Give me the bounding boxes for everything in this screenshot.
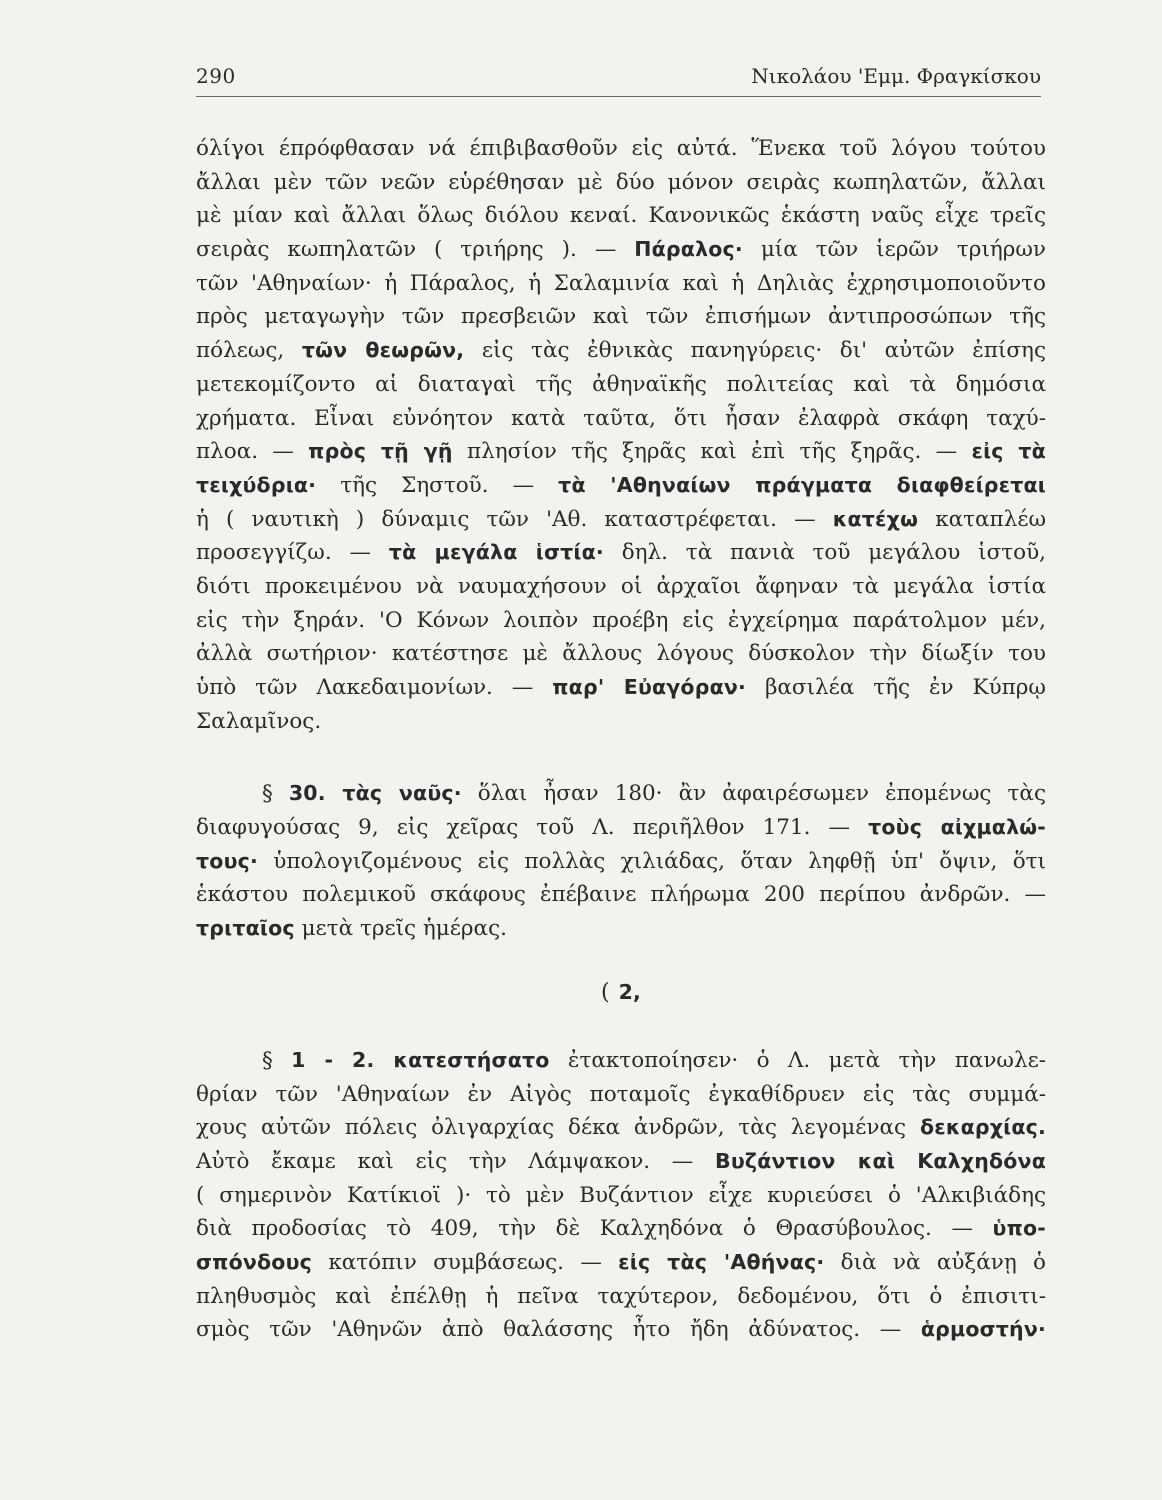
text-segment: διότι προκειμένου νὰ ναυμαχήσουν οἱ ἀρχαῖοι ἄφηναν τὰ μεγάλα ἱστία xyxy=(196,573,1046,599)
text-segment: ἡ ( ναυτικὴ ) δύναμις τῶν 'Αθ. καταστρέφεται. — xyxy=(196,506,833,532)
lemma: τὰ μεγάλα ἱστία· xyxy=(388,540,604,565)
commentary-paragraph-1 xyxy=(196,132,1046,738)
text-segment: ἑκάστου πολεμικοῦ σκάφους ἐπέβαινε πλήρωμα 200 περίπου ἀνδρῶν. — xyxy=(196,882,1046,908)
lemma: σπόνδους xyxy=(196,1249,312,1274)
text-line xyxy=(196,267,1046,301)
text-segment: χους αὐτῶν πόλεις ὀλιγαρχίας δέκα ἀνδρῶν, τὰς λεγομένας xyxy=(196,1115,920,1141)
text-line xyxy=(196,1179,1046,1213)
text-segment: πλοα. — xyxy=(196,439,309,465)
text-line xyxy=(196,1145,1046,1179)
running-title: Νικολάου 'Εμμ. Φραγκίσκου xyxy=(751,64,1041,88)
text-segment: Σαλαμῖνος. xyxy=(196,708,322,734)
text-segment: προσεγγίζω. — xyxy=(196,540,389,566)
text-line xyxy=(196,1111,1046,1145)
text-line xyxy=(196,604,1046,638)
text-segment: βασιλέα τῆς ἐν Κύπρῳ xyxy=(746,675,1046,700)
text-line xyxy=(196,777,1046,811)
lemma: Πάραλος· xyxy=(634,237,743,262)
lemma: 1 - 2. κατεστήσατο xyxy=(291,1047,550,1072)
text-segment: σμὸς τῶν 'Αθηνῶν ἀπὸ θαλάσσης ἦτο ἤδη ἀδύνατος. — xyxy=(196,1317,921,1343)
lemma: τὰ 'Αθηναίων πράγματα διαφθείρεται xyxy=(558,472,1047,497)
page-number: 290 xyxy=(196,64,236,88)
text-line xyxy=(196,503,1046,537)
text-segment: μετὰ τρεῖς ἡμέρας. xyxy=(294,916,507,942)
section-reference: ( 2, xyxy=(600,979,642,1005)
lemma: παρ' Εὐαγόραν· xyxy=(552,675,747,699)
text-line xyxy=(196,536,1046,570)
text-segment: χρήματα. Εἶναι εὐνόητον κατὰ ταῦτα, ὅτι ἦσαν ἐλαφρὰ σκάφη ταχύ- xyxy=(196,405,1046,431)
text-segment: διαφυγούσας 9, εἰς χεῖρας τοῦ Λ. περιῆλθον 171. — xyxy=(196,815,869,841)
text-line xyxy=(196,1212,1046,1246)
text-line xyxy=(196,435,1046,469)
text-segment: πλησίον τῆς ξηρᾶς καὶ ἐπὶ τῆς ξηρᾶς. — xyxy=(452,439,972,465)
commentary-paragraph-3 xyxy=(196,1044,1046,1347)
text-segment: σειρὰς κωπηλατῶν ( τριήρης ). — xyxy=(196,237,635,263)
text-line xyxy=(196,1280,1046,1314)
lemma: τριταῖος xyxy=(196,916,295,941)
text-line xyxy=(196,300,1046,334)
text-line xyxy=(196,845,1046,879)
text-segment: ἀλλὰ σωτήριον· κατέστησε μὲ ἄλλους λόγους δύσκολον τὴν δίωξίν του xyxy=(196,641,1046,667)
text-segment: πληθυσμὸς καὶ ἐπέλθῃ ἡ πεῖνα ταχύτερον, δεδομένου, ὅτι ὁ ἐπισιτι- xyxy=(196,1283,1046,1309)
text-line xyxy=(196,1313,1046,1347)
text-segment: διὰ προδοσίας τὸ 409, τὴν δὲ Καλχηδόνα ὁ Θρασύβουλος. — xyxy=(196,1216,993,1242)
lemma: εἰς τὰς 'Αθήνας· xyxy=(618,1249,825,1274)
lemma: τειχύδρια· xyxy=(196,472,317,497)
text-line xyxy=(196,368,1046,402)
lemma: πρὸς τῇ γῇ xyxy=(308,439,453,464)
lemma: Βυζάντιον καὶ Καλχηδόνα xyxy=(715,1148,1047,1173)
lemma: 30. τὰς ναῦς· xyxy=(288,781,462,806)
text-line xyxy=(196,637,1046,671)
text-line xyxy=(196,705,1046,739)
text-line xyxy=(196,233,1046,267)
text-segment: δηλ. τὰ πανιὰ τοῦ μεγάλου ἱστοῦ, xyxy=(603,540,1046,566)
lemma: τους· xyxy=(196,848,258,873)
text-segment: ( σημερινὸν Κατίκιοϊ )· τὸ μὲν Βυζάντιον εἶχε κυριεύσει ὁ 'Αλκιβιάδης xyxy=(196,1182,1046,1208)
text-segment: τῆς Σηστοῦ. — xyxy=(316,472,559,498)
text-segment: ὑπὸ τῶν Λακεδαιμονίων. — xyxy=(196,675,553,700)
text-segment: τῶν 'Αθηναίων· ἡ Πάραλος, ἡ Σαλαμινία καὶ ἡ Δηλιὰς ἐχρησιμοποιοῦντο xyxy=(196,270,1046,296)
text-line xyxy=(196,570,1046,604)
text-line xyxy=(196,1078,1046,1112)
text-line xyxy=(196,199,1046,233)
commentary-paragraph-2 xyxy=(196,777,1046,945)
text-segment: μὲ μίαν καὶ ἄλλαι ὅλως διόλου κεναί. Κανονικῶς ἑκάστη ναῦς εἶχε τρεῖς xyxy=(196,203,1046,229)
text-line xyxy=(196,671,1046,705)
lemma: τῶν θεωρῶν, xyxy=(301,338,465,363)
text-line xyxy=(196,132,1046,166)
text-segment: εἰς τὰς ἐθνικὰς πανηγύρεις· δι' αὐτῶν ἐπίσης xyxy=(464,338,1046,364)
text-segment: διὰ νὰ αὐξάνῃ ὁ xyxy=(824,1249,1046,1275)
lemma: δεκαρχίας. xyxy=(919,1115,1046,1140)
text-segment: μετεκομίζοντο αἱ διαταγαὶ τῆς ἀθηναϊκῆς πολιτείας καὶ τὰ δημόσια xyxy=(196,371,1046,397)
text-segment: ἐτακτοποίησεν· ὁ Λ. μετὰ τὴν πανωλε- xyxy=(549,1047,1046,1073)
text-line xyxy=(196,469,1046,503)
lemma: ὑπο- xyxy=(992,1216,1046,1241)
text-line xyxy=(196,878,1046,912)
text-segment: ὑπολογιζομένους εἰς πολλὰς χιλιάδας, ὅταν ληφθῇ ὑπ' ὄψιν, ὅτι xyxy=(257,848,1046,874)
text-segment: πόλεως, xyxy=(196,338,302,364)
text-line xyxy=(196,1044,1046,1078)
text-segment: ἄλλαι μὲν τῶν νεῶν εὑρέθησαν μὲ δύο μόνον σειρὰς κωπηλατῶν, ἄλλαι xyxy=(196,169,1046,195)
text-segment: § xyxy=(262,781,289,807)
text-segment: § xyxy=(262,1047,292,1073)
text-line xyxy=(196,912,1046,946)
lemma: ἁρμοστήν· xyxy=(920,1317,1046,1342)
text-line xyxy=(196,811,1046,845)
text-segment: καταπλέω xyxy=(918,506,1046,532)
text-segment: Αὐτὸ ἔκαμε καὶ εἰς τὴν Λάμψακον. — xyxy=(196,1148,716,1174)
text-segment: θρίαν τῶν 'Αθηναίων ἐν Αἰγὸς ποταμοῖς ἐγκαθίδρυεν εἰς τὰς συμμά- xyxy=(196,1081,1046,1107)
lemma: εἰς τὰ xyxy=(971,439,1046,464)
text-segment: ὅλαι ἦσαν 180· ἂν ἀφαιρέσωμεν ἐπομένως τὰς xyxy=(461,781,1046,807)
lemma: κατέχω xyxy=(832,506,919,531)
text-segment: πρὸς μεταγωγὴν τῶν πρεσβειῶν καὶ τῶν ἐπισήμων ἀντιπροσώπων τῆς xyxy=(196,304,1046,330)
text-segment: εἰς τὴν ξηράν. 'Ο Κόνων λοιπὸν προέβη εἰς ἐγχείρημα παράτολμον μέν, xyxy=(196,607,1046,633)
text-line xyxy=(196,334,1046,368)
lemma: τοὺς αἰχμαλώ- xyxy=(868,815,1046,840)
text-line xyxy=(196,402,1046,436)
text-segment: μία τῶν ἱερῶν τριήρων xyxy=(742,237,1046,263)
page-header xyxy=(196,62,1041,97)
text-segment: όλίγοι έπρόφθασαν νά έπιβιβασθοῦν εἰς αὐτά. Ἕνεκα τοῦ λόγου τούτου xyxy=(196,136,1046,161)
body-text xyxy=(196,132,1046,1347)
text-line xyxy=(196,166,1046,200)
text-segment: κατόπιν συμβάσεως. — xyxy=(312,1249,619,1275)
text-line xyxy=(196,1246,1046,1280)
